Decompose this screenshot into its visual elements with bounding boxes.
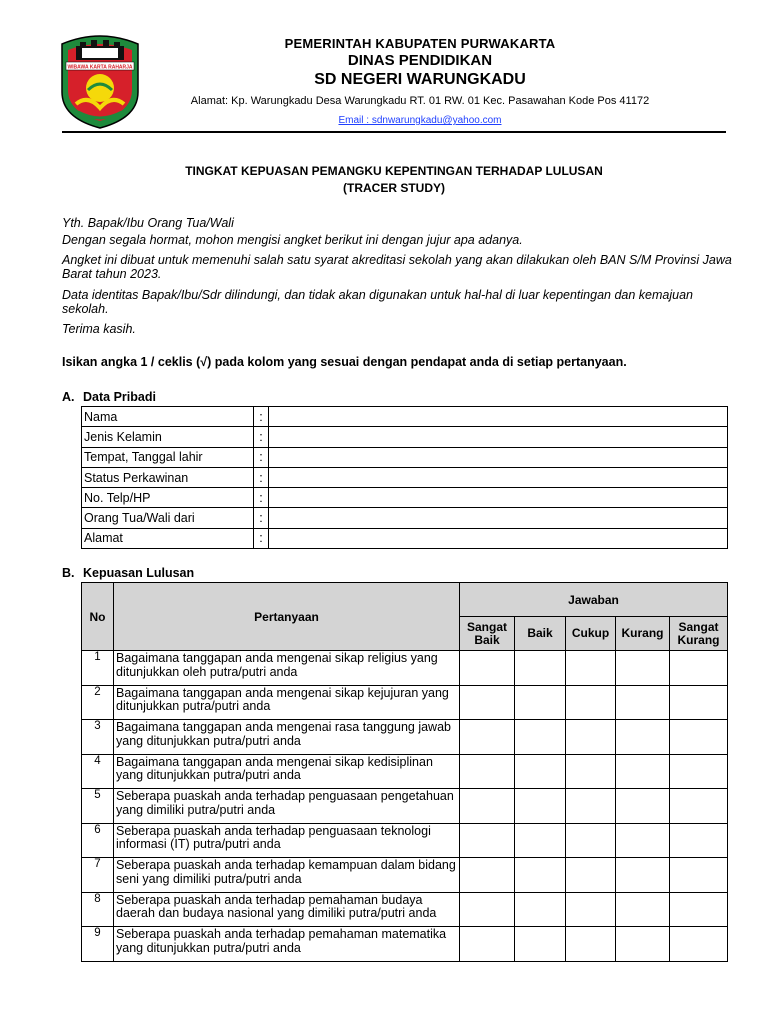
- question-text: Seberapa puaskah anda terhadap pemahaman matematika yang ditunjukkan putra/putri anda: [114, 927, 460, 962]
- field-label: Tempat, Tanggal lahir: [82, 447, 254, 467]
- question-text: Bagaimana tanggapan anda mengenai rasa tanggung jawab yang ditunjukkan putra/putri anda: [114, 720, 460, 755]
- answer-cell[interactable]: [460, 720, 515, 755]
- answer-cell[interactable]: [566, 927, 616, 962]
- field-separator: :: [254, 407, 269, 427]
- answer-cell[interactable]: [566, 720, 616, 755]
- question-text: Bagaimana tanggapan anda mengenai sikap kedisiplinan yang ditunjukkan putra/putri anda: [114, 754, 460, 789]
- answer-cell[interactable]: [616, 927, 670, 962]
- field-separator: :: [254, 467, 269, 487]
- question-number: 9: [82, 927, 114, 962]
- answer-cell[interactable]: [460, 789, 515, 824]
- field-separator: :: [254, 508, 269, 528]
- logo-motto: WIBAWA KARTA RAHARJA: [67, 64, 133, 71]
- school-logo: [58, 34, 142, 130]
- answer-cell[interactable]: [566, 823, 616, 858]
- question-row: [82, 720, 728, 755]
- option-header: Cukup: [566, 617, 616, 651]
- answer-cell[interactable]: [460, 685, 515, 720]
- answer-cell[interactable]: [616, 892, 670, 927]
- question-number: 8: [82, 892, 114, 927]
- answer-cell[interactable]: [616, 858, 670, 893]
- field-label: Orang Tua/Wali dari: [82, 508, 254, 528]
- answer-cell[interactable]: [515, 823, 566, 858]
- question-number: 5: [82, 789, 114, 824]
- option-header: Sangat Baik: [460, 617, 515, 651]
- answer-cell[interactable]: [670, 754, 728, 789]
- question-text: Bagaimana tanggapan anda mengenai sikap religius yang ditunjukkan oleh putra/putri anda: [114, 651, 460, 686]
- personal-data-row: [82, 508, 728, 528]
- doc-subtitle: (TRACER STUDY): [343, 181, 445, 195]
- agency-heading: DINAS PENDIDIKAN: [347, 52, 493, 69]
- field-input[interactable]: [269, 447, 728, 467]
- option-header: Sangat Kurang: [670, 617, 728, 651]
- question-number: 3: [82, 720, 114, 755]
- field-label: Alamat: [82, 528, 254, 548]
- personal-data-row: [82, 528, 728, 548]
- answer-cell[interactable]: [670, 685, 728, 720]
- field-label: No. Telp/HP: [82, 488, 254, 508]
- field-label: Status Perkawinan: [82, 467, 254, 487]
- field-separator: :: [254, 528, 269, 548]
- school-name: SD NEGERI WARUNGKADU: [314, 71, 526, 88]
- col-no-header: No: [82, 583, 114, 651]
- question-text: Seberapa puaskah anda terhadap pemahaman budaya daerah dan budaya nasional yang dimiliki putra/putri anda: [114, 892, 460, 927]
- answer-cell[interactable]: [515, 754, 566, 789]
- field-label: Jenis Kelamin: [82, 427, 254, 447]
- section-a-title: Data Pribadi: [83, 390, 156, 404]
- answer-cell[interactable]: [460, 754, 515, 789]
- field-input[interactable]: [269, 488, 728, 508]
- section-a-letter: A.: [62, 390, 75, 404]
- answer-cell[interactable]: [460, 651, 515, 686]
- question-number: 6: [82, 823, 114, 858]
- answer-cell[interactable]: [515, 927, 566, 962]
- field-separator: :: [254, 447, 269, 467]
- question-row: [82, 823, 728, 858]
- answer-cell[interactable]: [515, 789, 566, 824]
- question-number: 7: [82, 858, 114, 893]
- question-text: Seberapa puaskah anda terhadap penguasaan teknologi informasi (IT) putra/putri anda: [114, 823, 460, 858]
- field-separator: :: [254, 488, 269, 508]
- answer-cell[interactable]: [670, 892, 728, 927]
- answer-cell[interactable]: [515, 651, 566, 686]
- intro-p1: Dengan segala hormat, mohon mengisi angket berikut ini dengan jujur apa adanya.: [62, 233, 523, 247]
- personal-data-row: [82, 488, 728, 508]
- question-row: [82, 685, 728, 720]
- answer-cell[interactable]: [566, 685, 616, 720]
- answer-cell[interactable]: [670, 720, 728, 755]
- personal-data-row: [82, 427, 728, 447]
- question-row: [82, 754, 728, 789]
- question-row: [82, 927, 728, 962]
- answer-cell[interactable]: [670, 858, 728, 893]
- field-input[interactable]: [269, 407, 728, 427]
- personal-data-row: [82, 407, 728, 427]
- greeting: Yth. Bapak/Ibu Orang Tua/Wali: [62, 216, 234, 230]
- section-b-title: Kepuasan Lulusan: [83, 566, 195, 580]
- answer-cell[interactable]: [616, 651, 670, 686]
- field-separator: :: [254, 427, 269, 447]
- answer-cell[interactable]: [566, 789, 616, 824]
- answer-cell[interactable]: [616, 823, 670, 858]
- answer-cell[interactable]: [566, 754, 616, 789]
- answer-cell[interactable]: [616, 720, 670, 755]
- section-b-heading: [62, 566, 194, 580]
- answer-cell[interactable]: [566, 858, 616, 893]
- satisfaction-table: [81, 582, 728, 962]
- answer-cell[interactable]: [460, 927, 515, 962]
- personal-data-row: [82, 447, 728, 467]
- doc-title: TINGKAT KEPUASAN PEMANGKU KEPENTINGAN TERHADAP LULUSAN: [185, 164, 603, 178]
- answer-cell[interactable]: [515, 685, 566, 720]
- field-label: Nama: [82, 407, 254, 427]
- section-a-heading: [62, 390, 156, 404]
- answer-cell[interactable]: [670, 789, 728, 824]
- col-question-header: Pertanyaan: [114, 583, 460, 651]
- answer-cell[interactable]: [616, 789, 670, 824]
- answer-cell[interactable]: [616, 685, 670, 720]
- section-b-letter: B.: [62, 566, 75, 580]
- intro-p2: Angket ini dibuat untuk memenuhi salah satu syarat akreditasi sekolah yang akan dilakukan oleh BAN S/M Provinsi Jawa Barat tahun 2023.: [62, 253, 732, 281]
- answer-cell[interactable]: [566, 892, 616, 927]
- personal-data-table: [81, 406, 728, 549]
- answer-cell[interactable]: [670, 823, 728, 858]
- question-number: 1: [82, 651, 114, 686]
- question-text: Seberapa puaskah anda terhadap kemampuan dalam bidang seni yang dimiliki putra/putri anda: [114, 858, 460, 893]
- gov-heading: PEMERINTAH KABUPATEN PURWAKARTA: [284, 36, 556, 51]
- question-text: Bagaimana tanggapan anda mengenai sikap kejujuran yang ditunjukkan putra/putri anda: [114, 685, 460, 720]
- answer-cell[interactable]: [515, 892, 566, 927]
- intro-p3: Data identitas Bapak/Ibu/Sdr dilindungi, dan tidak akan digunakan untuk hal-hal di luar kepentingan dan kemajuan sekolah.: [62, 288, 693, 316]
- question-row: [82, 651, 728, 686]
- question-number: 2: [82, 685, 114, 720]
- option-header: Baik: [515, 617, 566, 651]
- question-row: [82, 892, 728, 927]
- question-row: [82, 789, 728, 824]
- header-rule: [62, 131, 726, 133]
- field-input[interactable]: [269, 508, 728, 528]
- option-header: Kurang: [616, 617, 670, 651]
- answer-cell[interactable]: [566, 651, 616, 686]
- answer-cell[interactable]: [515, 720, 566, 755]
- school-address: Alamat: Kp. Warungkadu Desa Warungkadu RT. 01 RW. 01 Kec. Pasawahan Kode Pos 41172: [190, 95, 650, 107]
- email-link[interactable]: Email : sdnwarungkadu@yahoo.com: [338, 115, 502, 126]
- answer-cell[interactable]: [460, 823, 515, 858]
- answer-cell[interactable]: [670, 927, 728, 962]
- answer-cell[interactable]: [670, 651, 728, 686]
- answer-cell[interactable]: [616, 754, 670, 789]
- question-row: [82, 858, 728, 893]
- thanks: Terima kasih.: [62, 322, 136, 336]
- answer-cell[interactable]: [460, 892, 515, 927]
- field-input[interactable]: [269, 427, 728, 447]
- answer-cell[interactable]: [460, 858, 515, 893]
- col-answer-header: Jawaban: [460, 583, 728, 617]
- instruction: Isikan angka 1 / ceklis (√) pada kolom yang sesuai dengan pendapat anda di setiap pertanyaan.: [62, 355, 627, 369]
- field-input[interactable]: [269, 528, 728, 548]
- question-number: 4: [82, 754, 114, 789]
- answer-cell[interactable]: [515, 858, 566, 893]
- personal-data-row: [82, 467, 728, 487]
- field-input[interactable]: [269, 467, 728, 487]
- question-text: Seberapa puaskah anda terhadap penguasaan pengetahuan yang dimiliki putra/putri anda: [114, 789, 460, 824]
